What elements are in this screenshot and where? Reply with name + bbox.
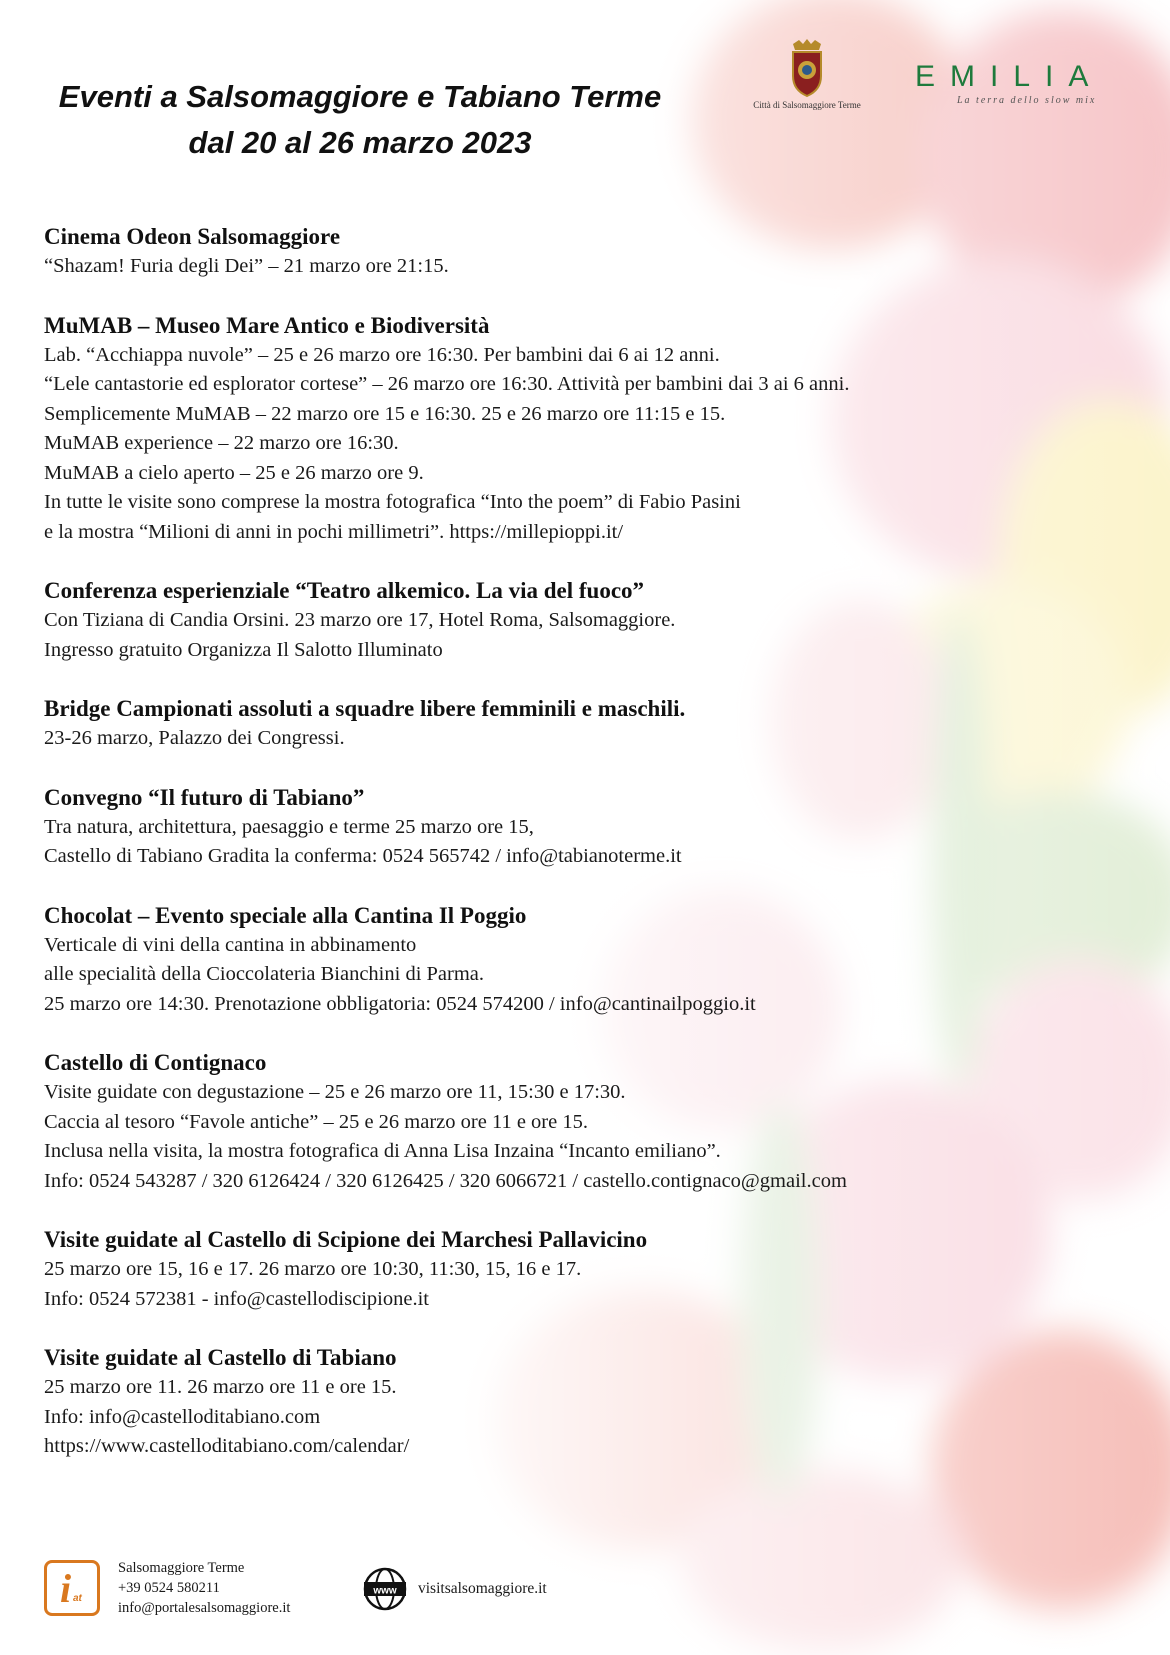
contact-email: info@portalesalsomaggiore.it <box>118 1600 291 1616</box>
contact-details <box>118 1558 290 1618</box>
tourist-info-icon <box>44 1560 100 1616</box>
event-line: 25 marzo ore 14:30. Prenotazione obbligatoria: 0524 574200 / info@cantinailpoggio.it <box>44 992 756 1015</box>
footer-website <box>362 1566 547 1612</box>
info-letter: i <box>60 1566 72 1611</box>
event-line: In tutte le visite sono comprese la mostra fotografica “Into the poem” di Fabio Pasini <box>44 491 741 513</box>
page-title <box>40 74 680 166</box>
event-line: e la mostra “Milioni di anni in pochi millimetri”. https://millepioppi.it/ <box>44 520 624 543</box>
event-tabiano <box>44 1343 1144 1462</box>
event-line: MuMAB experience – 22 marzo ore 16:30. <box>44 432 399 454</box>
website-text: visitsalsomaggiore.it <box>418 1580 547 1597</box>
event-title: Visite guidate al Castello di Scipione dei Marchesi Pallavicino <box>44 1227 648 1252</box>
event-convegno <box>44 783 1144 872</box>
event-line: Lab. “Acchiappa nuvole” – 25 e 26 marzo ore 16:30. Per bambini dai 6 ai 12 anni. <box>44 343 720 366</box>
event-title: Bridge Campionati assoluti a squadre libere femminili e maschili. <box>44 696 686 721</box>
event-line: 25 marzo ore 15, 16 e 17. 26 marzo ore 10:30, 11:30, 15, 16 e 17. <box>44 1258 582 1280</box>
event-line: Caccia al tesoro “Favole antiche” – 25 e 26 marzo ore 11 e ore 15. <box>44 1110 588 1133</box>
event-line: alle specialità della Cioccolateria Bianchini di Parma. <box>44 963 485 985</box>
title-line-2: dal 20 al 26 marzo 2023 <box>188 125 532 160</box>
event-line: Semplicemente MuMAB – 22 marzo ore 15 e 16:30. 25 e 26 marzo ore 11:15 e 15. <box>44 402 726 425</box>
event-title: MuMAB – Museo Mare Antico e Biodiversità <box>44 312 490 338</box>
event-line: 23-26 marzo, Palazzo dei Congressi. <box>44 727 345 749</box>
event-conferenza <box>44 576 1144 665</box>
title-line-1: Eventi a Salsomaggiore e Tabiano Terme <box>58 79 662 114</box>
event-mumab <box>44 311 1144 548</box>
event-line: https://www.castelloditabiano.com/calendar/ <box>44 1435 410 1457</box>
contact-name: Salsomaggiore Terme <box>118 1560 245 1576</box>
city-crest-icon <box>785 38 829 98</box>
event-line: MuMAB a cielo aperto – 25 e 26 marzo ore 9. <box>44 461 424 484</box>
events-list <box>44 222 1144 1491</box>
event-line: Con Tiziana di Candia Orsini. 23 marzo ore 17, Hotel Roma, Salsomaggiore. <box>44 609 676 631</box>
city-logo <box>742 38 872 110</box>
event-title: Cinema Odeon Salsomaggiore <box>44 224 341 249</box>
globe-www-icon <box>362 1566 408 1612</box>
event-line: Castello di Tabiano Gradita la conferma: 0524 565742 / info@tabianoterme.it <box>44 845 682 867</box>
event-title: Castello di Contignaco <box>44 1050 267 1075</box>
event-line: Verticale di vini della cantina in abbinamento <box>44 933 417 956</box>
emilia-logo-tagline: La terra dello slow mix <box>957 95 1097 106</box>
event-line: Info: 0524 543287 / 320 6126424 / 320 6126425 / 320 6066721 / castello.contignaco@gmail.com <box>44 1169 847 1192</box>
event-title: Convegno “Il futuro di Tabiano” <box>44 784 365 810</box>
event-line: “Shazam! Furia degli Dei” – 21 marzo ore 21:15. <box>44 255 449 277</box>
event-line: Inclusa nella visita, la mostra fotografica di Anna Lisa Inzaina “Incanto emiliano”. <box>44 1140 721 1162</box>
event-bridge <box>44 694 1144 754</box>
event-line: Info: info@castelloditabiano.com <box>44 1405 321 1428</box>
event-line: 25 marzo ore 11. 26 marzo ore 11 e ore 15. <box>44 1376 397 1398</box>
globe-label: www <box>373 1585 397 1597</box>
event-line: Tra natura, architettura, paesaggio e terme 25 marzo ore 15, <box>44 815 534 838</box>
event-scipione <box>44 1225 1144 1314</box>
info-sub: at <box>73 1593 82 1604</box>
event-line: “Lele cantastorie ed esplorator cortese” – 26 marzo ore 16:30. Attività per bambini dai 3 ai 6 anni. <box>44 373 850 395</box>
emilia-logo <box>915 62 1135 106</box>
emilia-logo-word: EMILIA <box>915 60 1104 93</box>
event-contignaco <box>44 1048 1144 1196</box>
contact-phone: +39 0524 580211 <box>118 1580 220 1596</box>
event-line: Ingresso gratuito Organizza Il Salotto Illuminato <box>44 638 443 661</box>
event-chocolat <box>44 901 1144 1020</box>
event-line: Info: 0524 572381 - info@castellodiscipione.it <box>44 1287 429 1310</box>
city-logo-caption: Città di Salsomaggiore Terme <box>753 100 861 110</box>
event-title: Visite guidate al Castello di Tabiano <box>44 1345 397 1370</box>
event-cinema-odeon <box>44 222 1144 282</box>
event-title: Conferenza esperienziale “Teatro alkemico. La via del fuoco” <box>44 578 645 603</box>
event-title: Chocolat – Evento speciale alla Cantina Il Poggio <box>44 902 527 928</box>
event-line: Visite guidate con degustazione – 25 e 26 marzo ore 11, 15:30 e 17:30. <box>44 1081 626 1103</box>
